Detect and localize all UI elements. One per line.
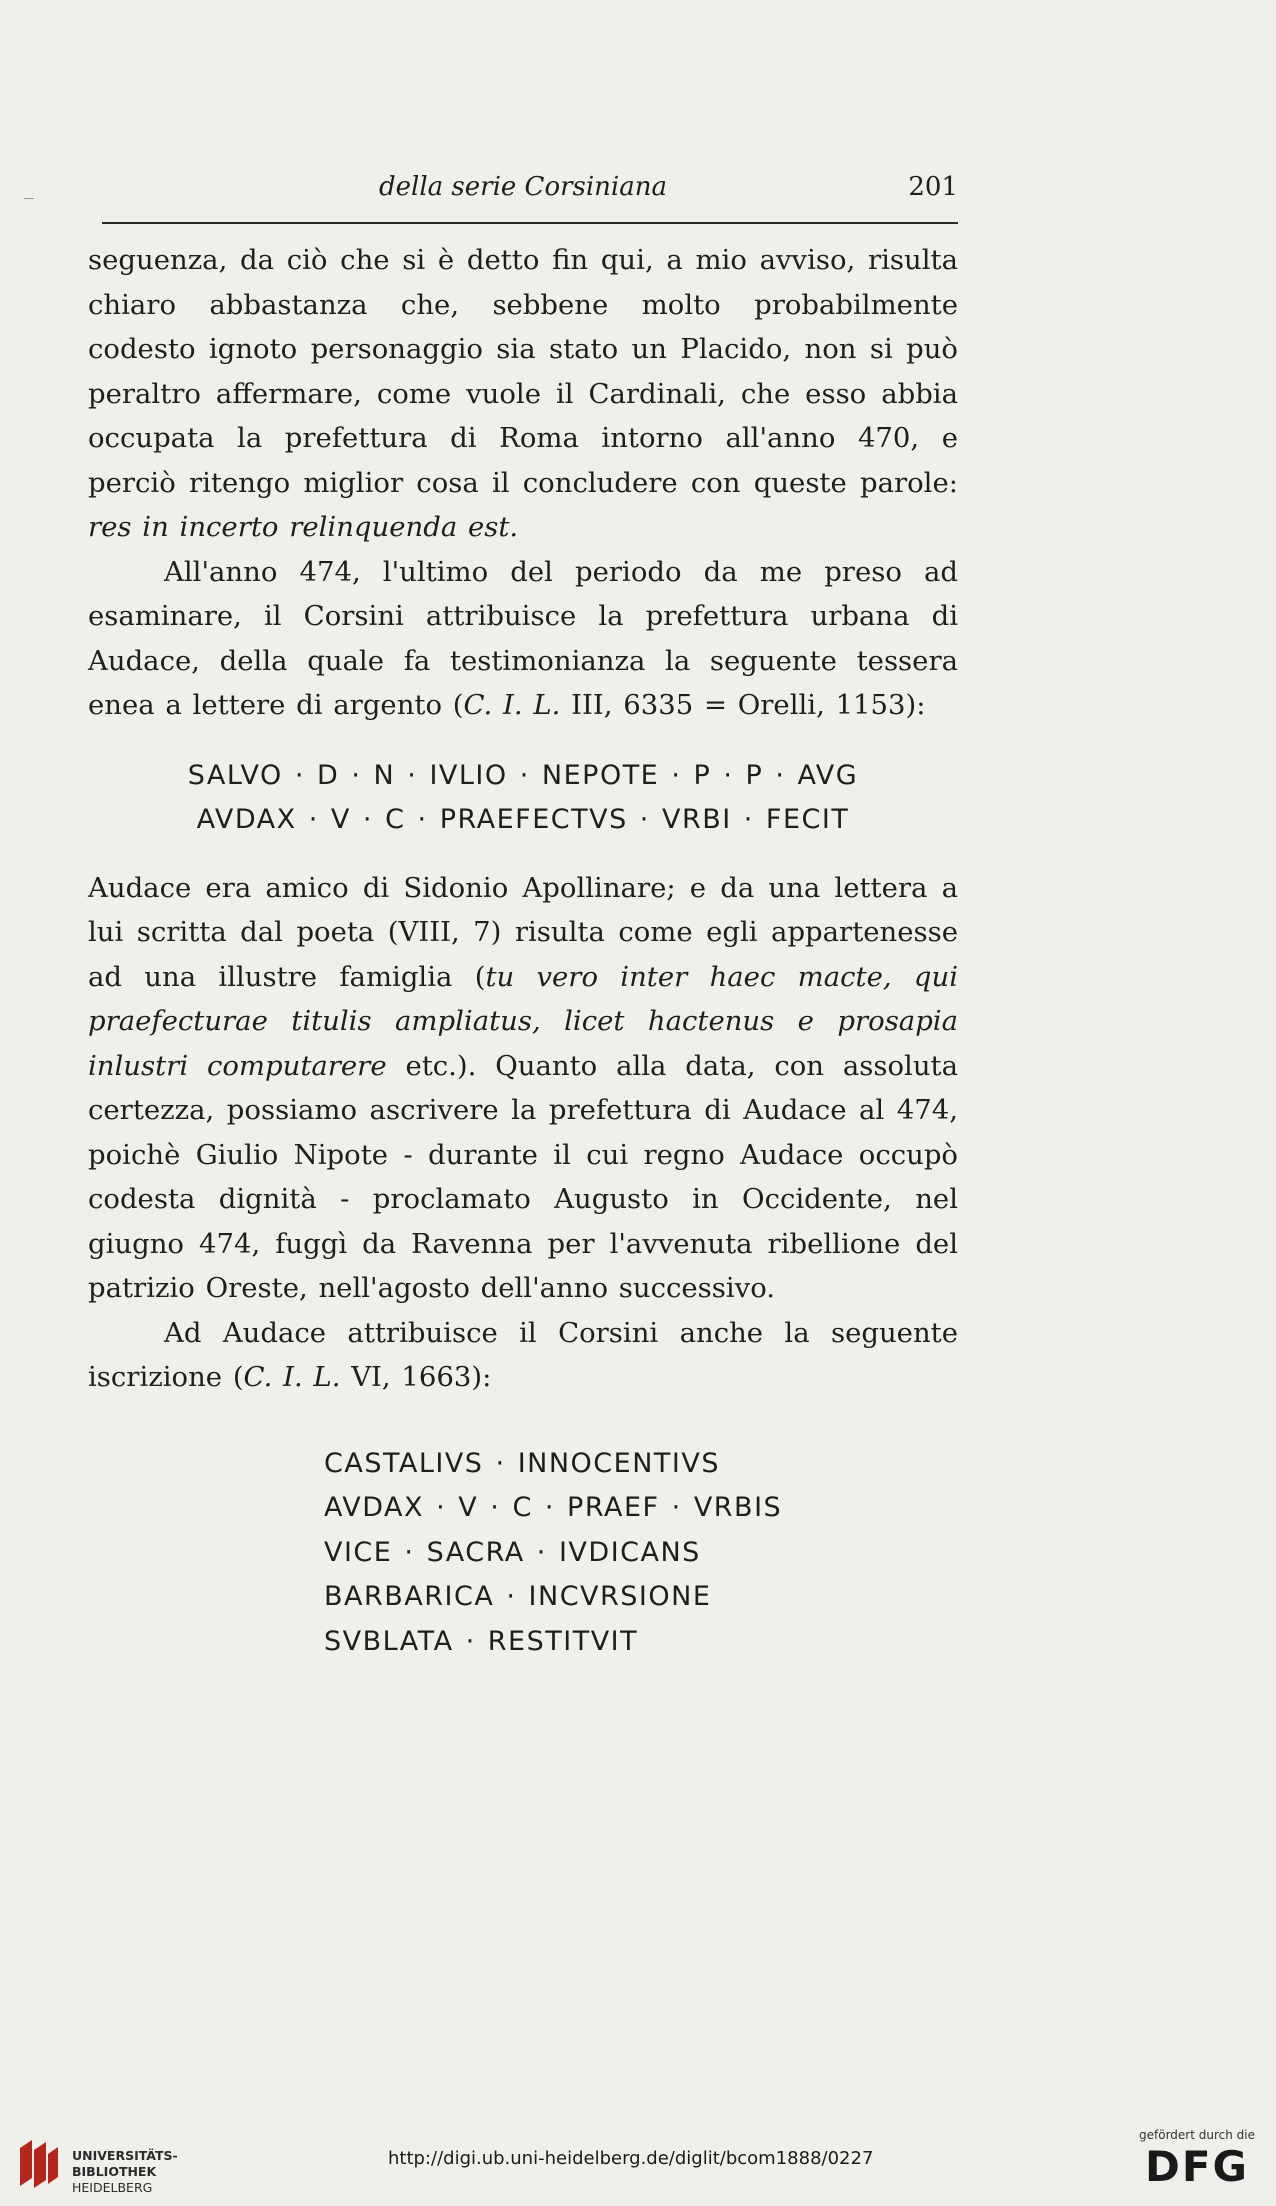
paragraph-4-text-end: VI, 1663):	[340, 1361, 492, 1393]
dfg-logo	[1132, 2128, 1262, 2202]
logo-text-line: BIBLIOTHEK	[72, 2164, 157, 2179]
library-logo	[14, 2134, 178, 2200]
page-header	[88, 172, 958, 212]
paragraph-1-italic: res in incerto relinquenda est.	[88, 511, 519, 543]
inscription-line: SALVO · D · N · IVLIO · NEPOTE · P · P · AVG	[187, 759, 859, 791]
running-title: della serie Corsiniana	[379, 172, 667, 202]
logo-text-line: UNIVERSITÄTS-	[72, 2148, 178, 2163]
digitization-footer	[0, 2124, 1276, 2206]
book-page	[88, 0, 958, 2206]
paragraph-3	[88, 866, 958, 1311]
inscription-line: AVDAX · V · C · PRAEF · VRBIS	[324, 1492, 783, 1523]
paragraph-4-citation: C. I. L.	[243, 1361, 341, 1393]
inscription-line: SVBLATA · RESTITVIT	[324, 1625, 639, 1657]
dfg-mark: DFG	[1144, 2142, 1250, 2191]
paragraph-2-text: All'anno 474, l'ultimo del periodo da me preso ad esaminare, il Corsini attribuisce la prefettura urbana di Audace, della quale fa testimonianza la seguente tessera enea a lettere di argento (	[88, 555, 958, 721]
dfg-caption: gefördert durch die	[1139, 2128, 1255, 2142]
inscription-stone	[324, 1442, 958, 1665]
paragraph-3-text: Audace era amico di Sidonio Apollinare; e da una lettera a lui scritta dal poeta (VIII, 7) risulta come egli appartenesse ad una illustre famiglia (	[88, 871, 958, 993]
paragraph-1-text: seguenza, da ciò che si è detto fin qui, a mio avviso, risulta chiaro abbastanza che, sebbene molto probabilmente codesto ignoto personaggio sia stato un Placido, non si può peraltro affermare, come vuole il Cardinali, che esso abbia occupata la prefettura di Roma intorno all'anno 470, e perciò ritengo miglior cosa il concludere con queste parole:	[88, 244, 958, 499]
page-number: 201	[908, 172, 958, 202]
paragraph-1	[88, 238, 958, 550]
inscription-line: AVDAX · V · C · PRAEFECTVS · VRBI · FECIT	[196, 803, 850, 835]
inscription-line: VICE · SACRA · IVDICANS	[324, 1536, 701, 1568]
body-text	[88, 238, 958, 1664]
permalink-url[interactable]: http://digi.ub.uni-heidelberg.de/diglit/bcom1888/0227	[388, 2148, 874, 2169]
paragraph-2-text-end: III, 6335 = Orelli, 1153):	[560, 689, 926, 721]
paragraph-2	[88, 550, 958, 728]
header-rule	[102, 222, 958, 224]
paragraph-4	[88, 1311, 958, 1400]
logo-text-line: HEIDELBERG	[72, 2180, 153, 2195]
inscription-line: BARBARICA · INCVRSIONE	[324, 1581, 712, 1612]
scan-edge-mark	[24, 198, 34, 199]
paragraph-3-latin-quote: tu vero inter haec macte, qui praefecturae titulis ampliatus, licet hactenus e prosapia inlustri computarere	[88, 960, 958, 1082]
paragraph-4-text: Ad Audace attribuisce il Corsini anche la seguente iscrizione (	[88, 1316, 958, 1393]
inscription-tessera	[88, 754, 958, 842]
paragraph-3-text-end: etc.). Quanto alla data, con assoluta certezza, possiamo ascrivere la prefettura di Audace al 474, poichè Giulio Nipote - durante il cui regno Audace occupò codesta dignità - proclamato Augusto in Occidente, nel giugno 474, fuggì da Ravenna per l'avvenuta ribellione del patrizio Oreste, nell'agosto dell'anno successivo.	[88, 1049, 958, 1304]
paragraph-2-citation: C. I. L.	[463, 689, 561, 721]
library-emblem-icon	[14, 2134, 62, 2194]
inscription-line: CASTALIVS · INNOCENTIVS	[324, 1447, 720, 1479]
